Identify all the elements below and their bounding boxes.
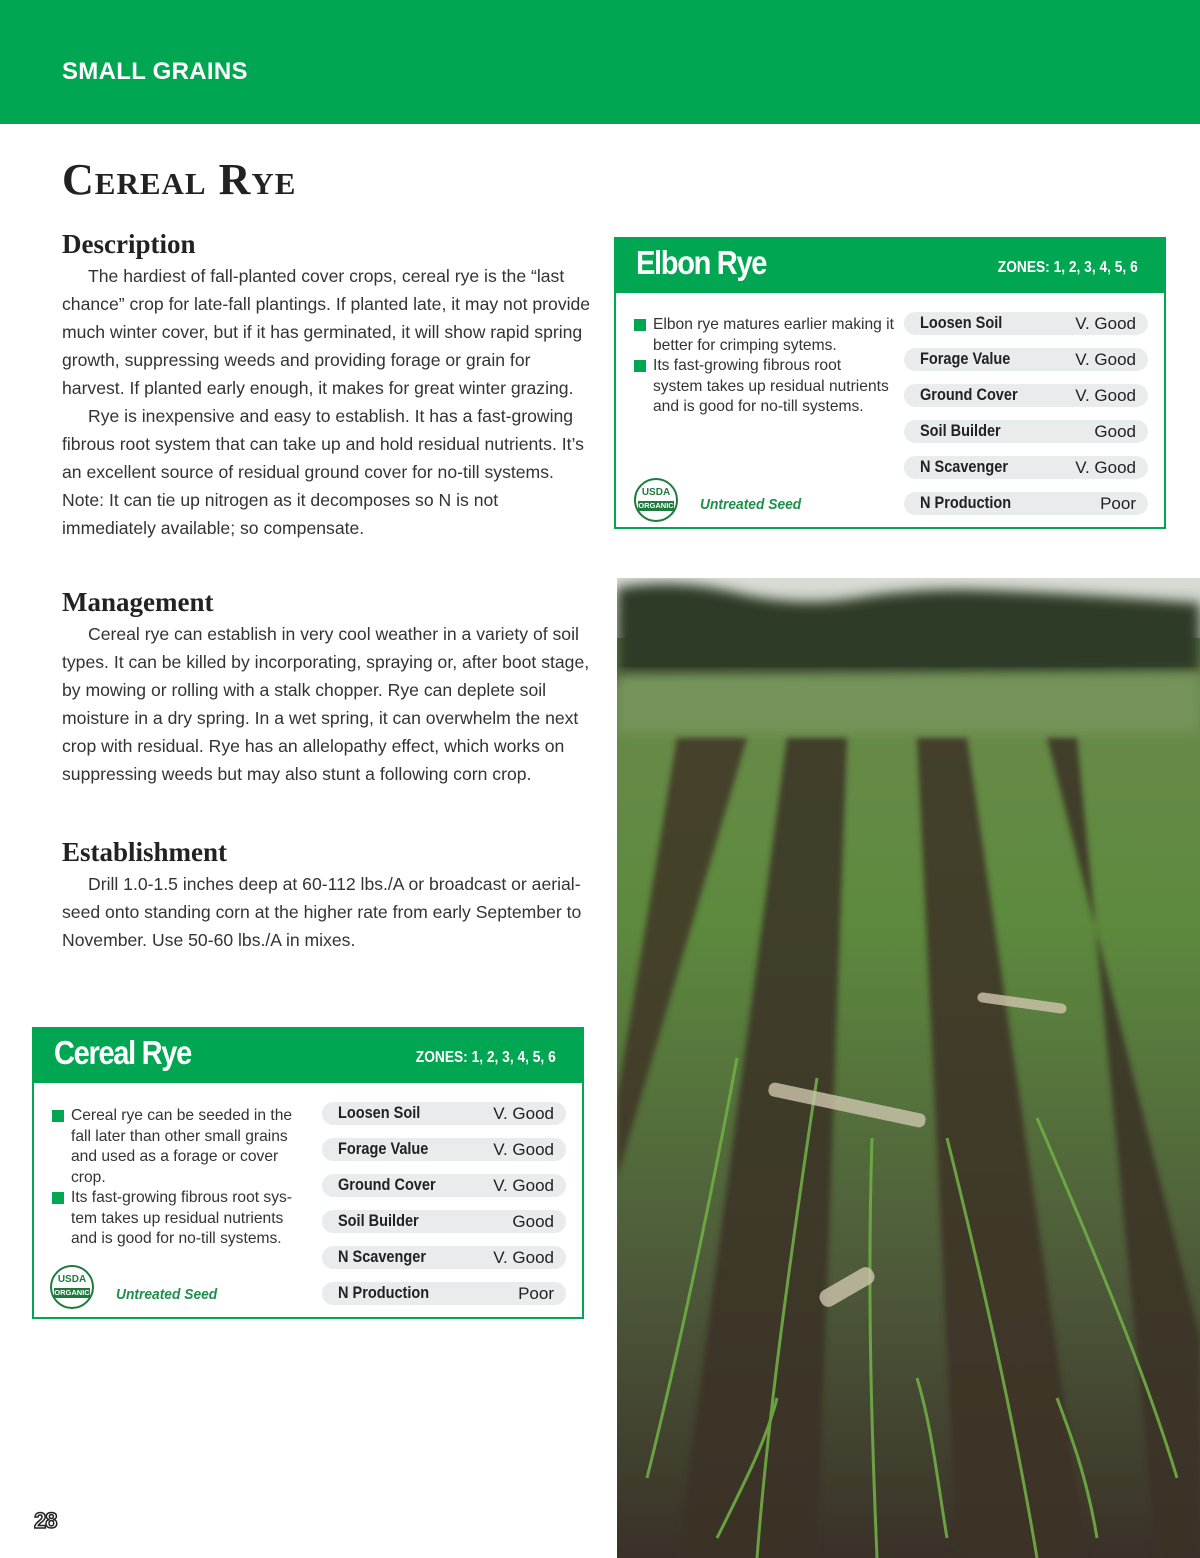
- page-title: Cereal Rye: [62, 155, 297, 204]
- establishment-paragraph: Drill 1.0-1.5 inches deep at 60-112 lbs./A or broadcast or aerial-seed onto standing corn at the higher rate from early September to November. Use 50-60 lbs./A in mixes.: [62, 874, 582, 950]
- description-paragraph: The hardiest of fall-planted cover crops, cereal rye is the “last chance” crop for late-fall plantings. If planted late, it may not provide much winter cover, but if it has germinated, it will show rapid spring growth, suppressing weeds and providing forage or grain for harvest. If planted early enough, it makes for great winter grazing.: [62, 266, 591, 398]
- rating-attribute: N Scavenger: [338, 1248, 426, 1266]
- rating-value: V. Good: [493, 1104, 554, 1123]
- establishment-text: [62, 870, 592, 954]
- rating-attribute: Ground Cover: [338, 1176, 436, 1194]
- management-paragraph: Cereal rye can establish in very cool weather in a variety of soil types. It can be killed by incorporating, spraying or, after boot stage, by mowing or rolling with a stalk chopper. Rye can deplete soil moisture in a dry spring. In a wet spring, it can overwhelm the next crop with residual. Rye has an allelopathy effect, which works on suppressing weeds but may also stunt a following corn crop.: [62, 624, 590, 784]
- rating-row: [904, 456, 1148, 479]
- bullet-text: Cereal rye can be seeded in the fall later than other small grains and used as a forage or cover crop.: [71, 1107, 293, 1186]
- seal-organic-text: ORGANIC: [54, 1288, 90, 1297]
- management-heading: Management: [62, 587, 214, 617]
- seal-usda-text: USDA: [641, 487, 671, 498]
- usda-organic-seal-icon: [50, 1265, 94, 1309]
- bullet-square-icon: [52, 1110, 64, 1122]
- rating-value: V. Good: [493, 1248, 554, 1267]
- rye-field-illustration: [617, 578, 1200, 1558]
- seal-organic-text: ORGANIC: [638, 501, 674, 510]
- rye-field-photo: [617, 578, 1200, 1558]
- description-paragraph: Rye is inexpensive and easy to establish. It has a fast-growing fibrous root system that can take up and hold residual nutrients. It’s an excellent source of residual ground cover for no-till systems. Note: It can tie up nitrogen as it decomposes so N is not immediately available; so compensate.: [62, 406, 584, 538]
- ratings-table: [322, 1102, 566, 1318]
- rating-row: [322, 1102, 566, 1125]
- bullet-square-icon: [634, 360, 646, 372]
- usda-organic-seal-icon: [634, 478, 678, 522]
- seed-note: Untreated Seed: [700, 496, 802, 513]
- rating-value: V. Good: [493, 1176, 554, 1195]
- rating-row: [322, 1174, 566, 1197]
- card-zones: ZONES: 1, 2, 3, 4, 5, 6: [416, 1049, 556, 1066]
- bullet-text: Elbon rye matures earlier making it better for crimping sytems.: [653, 316, 894, 354]
- rating-attribute: Loosen Soil: [338, 1104, 421, 1122]
- bullet-square-icon: [634, 319, 646, 331]
- seal-usda-text: USDA: [57, 1274, 87, 1285]
- rating-attribute: Loosen Soil: [920, 314, 1003, 332]
- rating-value: Good: [1094, 422, 1136, 441]
- rating-attribute: Forage Value: [920, 350, 1011, 368]
- rating-value: V. Good: [1075, 386, 1136, 405]
- rating-row: [904, 420, 1148, 443]
- rating-value: Poor: [1100, 494, 1136, 513]
- rating-row: [322, 1246, 566, 1269]
- card-zones: ZONES: 1, 2, 3, 4, 5, 6: [998, 259, 1138, 276]
- rating-attribute: N Production: [338, 1284, 430, 1302]
- rating-attribute: N Scavenger: [920, 458, 1008, 476]
- rating-value: V. Good: [493, 1140, 554, 1159]
- card-bullets: [52, 1106, 308, 1250]
- establishment-section: [62, 834, 592, 954]
- seed-note: Untreated Seed: [116, 1286, 218, 1303]
- rating-attribute: N Production: [920, 494, 1012, 512]
- rating-value: Good: [512, 1212, 554, 1231]
- card-bullets: [634, 315, 894, 418]
- rating-row: [904, 312, 1148, 335]
- card-header: [34, 1029, 582, 1083]
- description-heading: Description: [62, 229, 196, 259]
- rating-value: Poor: [518, 1284, 554, 1303]
- rating-value: V. Good: [1075, 314, 1136, 333]
- rating-row: [322, 1210, 566, 1233]
- ratings-table: [904, 312, 1148, 528]
- rating-row: [904, 492, 1148, 515]
- bullet-item: [634, 315, 894, 356]
- description-section: [62, 226, 592, 542]
- rating-row: [904, 348, 1148, 371]
- product-card-elbon-rye: [614, 237, 1166, 529]
- rating-attribute: Forage Value: [338, 1140, 429, 1158]
- description-text: [62, 262, 592, 542]
- management-text: [62, 620, 592, 788]
- bullet-item: [52, 1188, 308, 1250]
- rating-value: V. Good: [1075, 350, 1136, 369]
- bullet-text: Its fast-growing fibrous root sys-tem takes up residual nutrients and is good for no-till systems.: [71, 1189, 292, 1247]
- card-title: Cereal Rye: [54, 1034, 191, 1071]
- rating-row: [322, 1138, 566, 1161]
- header-band: [0, 0, 1200, 124]
- product-card-cereal-rye: [32, 1027, 584, 1319]
- page-number: 28: [34, 1508, 57, 1533]
- bullet-item: [52, 1106, 308, 1188]
- section-label: SMALL GRAINS: [62, 58, 248, 85]
- rating-row: [322, 1282, 566, 1305]
- bullet-square-icon: [52, 1192, 64, 1204]
- rating-value: V. Good: [1075, 458, 1136, 477]
- rating-attribute: Soil Builder: [920, 422, 1001, 440]
- rating-attribute: Soil Builder: [338, 1212, 419, 1230]
- bullet-item: [634, 356, 894, 418]
- rating-attribute: Ground Cover: [920, 386, 1018, 404]
- card-header: [616, 239, 1164, 293]
- rating-row: [904, 384, 1148, 407]
- management-section: [62, 584, 592, 788]
- card-title: Elbon Rye: [636, 244, 767, 281]
- establishment-heading: Establishment: [62, 837, 228, 867]
- bullet-text: Its fast-growing fibrous root system takes up residual nutrients and is good for no-till systems.: [653, 357, 889, 415]
